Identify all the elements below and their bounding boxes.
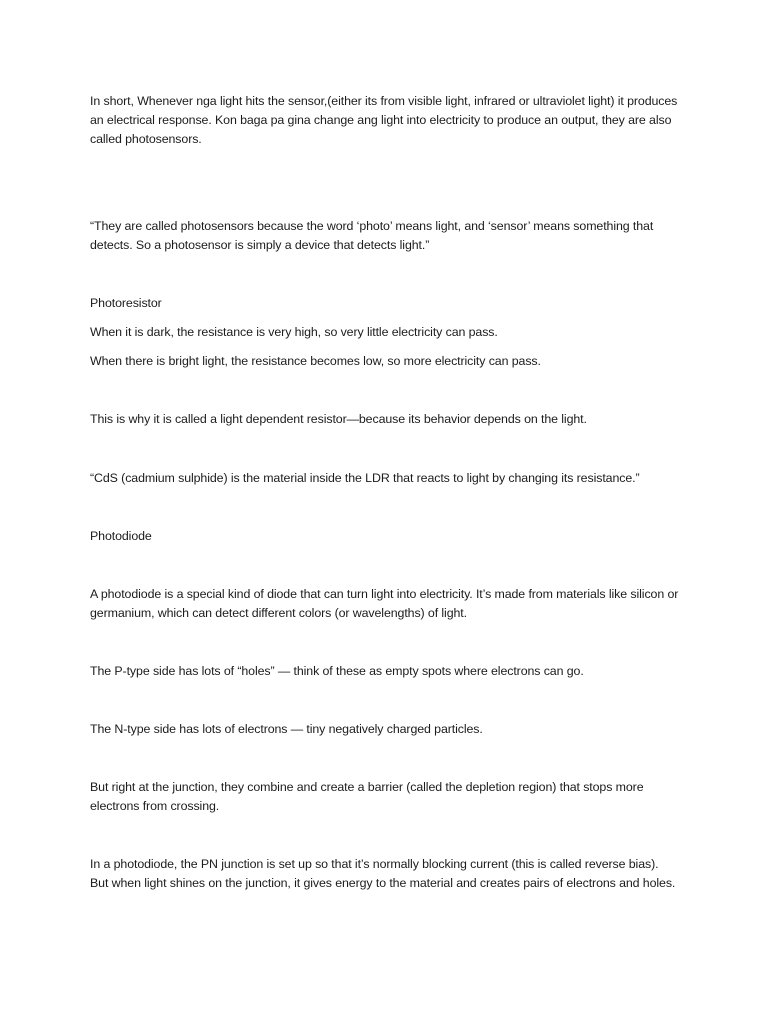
paragraph-p-type: The P-type side has lots of “holes” — think of these as empty spots where electrons can go. (90, 664, 584, 678)
paragraph-photodiode-definition: A photodiode is a special kind of diode that can turn light into electricity. It’s made from materials like silicon or germanium, which can detect different colors (or wavelengths) of light. (90, 587, 679, 620)
paragraph-bright-resistance: When there is bright light, the resistance becomes low, so more electricity can pass. (90, 354, 541, 368)
paragraph-junction: But right at the junction, they combine and create a barrier (called the depletion region) that stops more electrons from crossing. (90, 780, 644, 813)
paragraph-cds-quote: “CdS (cadmium sulphide) is the material inside the LDR that reacts to light by changing its resistance.” (90, 471, 640, 485)
heading-photodiode: Photodiode (90, 529, 152, 543)
paragraph-photosensor-quote: “They are called photosensors because the word ‘photo’ means light, and ‘sensor’ means something that detects. So a photosensor is simply a device that detects light.” (90, 219, 654, 252)
heading-photoresistor: Photoresistor (90, 296, 162, 310)
paragraph-ldr-explanation: This is why it is called a light dependent resistor—because its behavior depends on the light. (90, 412, 587, 426)
paragraph-n-type: The N-type side has lots of electrons — tiny negatively charged particles. (90, 722, 483, 736)
paragraph-reverse-bias: In a photodiode, the PN junction is set up so that it’s normally blocking current (this is called reverse bias). But when light shines on the junction, it gives energy to the material and creates pairs of electrons and holes. (90, 857, 676, 890)
paragraph-dark-resistance: When it is dark, the resistance is very high, so very little electricity can pass. (90, 325, 498, 339)
paragraph-intro: In short, Whenever nga light hits the sensor,(either its from visible light, infrared or ultraviolet light) it produces an electrical response. Kon baga pa gina change ang light into electricity to produce an output, they are also called photosensors. (90, 94, 678, 146)
